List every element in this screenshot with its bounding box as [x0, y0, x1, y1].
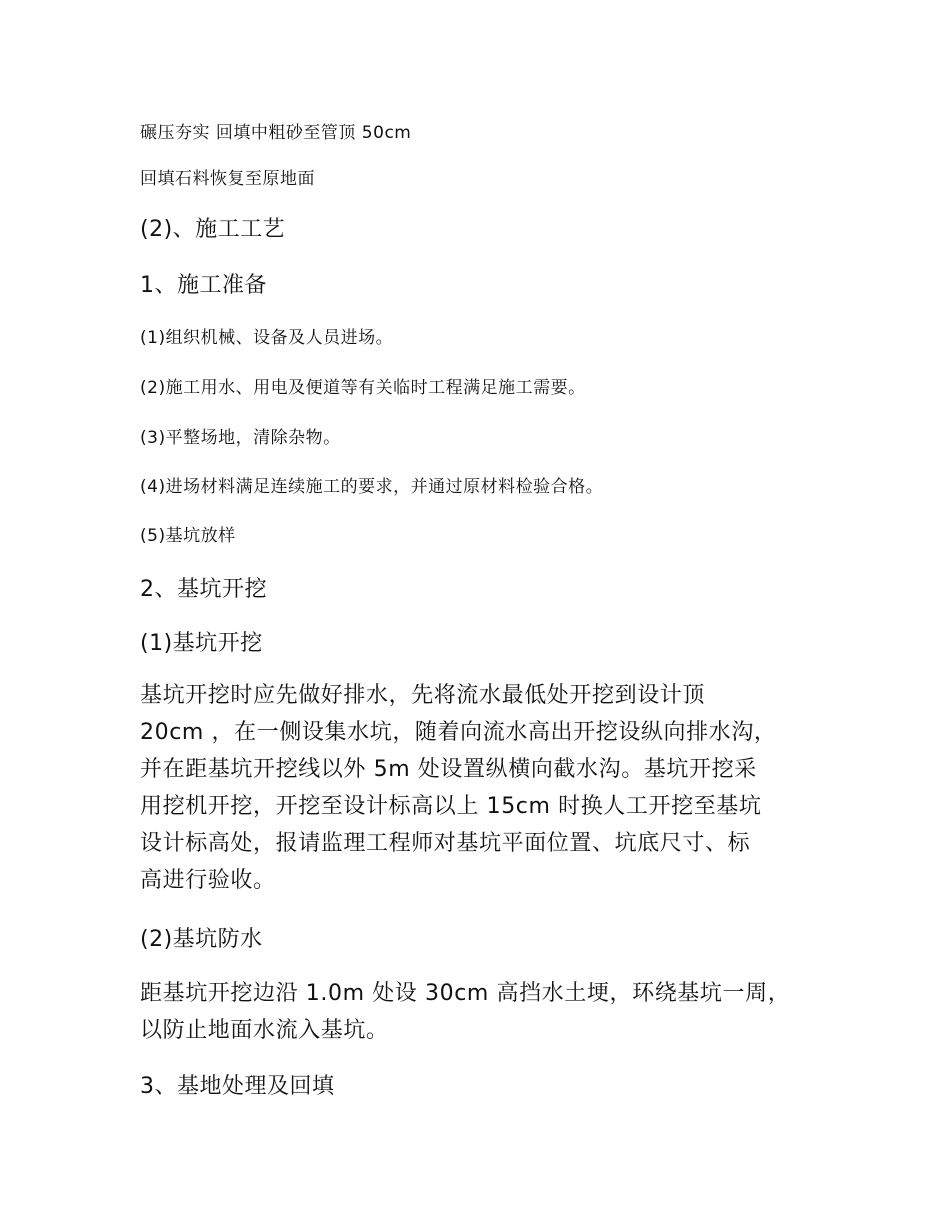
paragraph-line: 设计标高处，报请监理工程师对基坑平面位置、坑底尺寸、标 [140, 831, 751, 856]
list-item-4: (4)进场材料满足连续施工的要求，并通过原材料检验合格。 [140, 477, 604, 497]
subheading-foundation-excavation: 2、基坑开挖 [140, 577, 267, 602]
paragraph-line: 距基坑开挖边沿 1.0m 处设 30cm 高挡水土埂，环绕基坑一周， [140, 981, 791, 1006]
subheading-base-treatment-backfill: 3、基地处理及回填 [140, 1074, 335, 1099]
list-item-3: (3)平整场地，清除杂物。 [140, 428, 341, 448]
list-item-2: (2)施工用水、用电及便道等有关临时工程满足施工需要。 [140, 378, 586, 398]
paragraph-line: 高进行验收。 [140, 868, 276, 893]
paragraph-line: 20cm ，在一侧设集水坑，随着向流水高出开挖设纵向排水沟， [140, 720, 777, 745]
paragraph-excavation [140, 677, 830, 899]
list-item-5: (5)基坑放样 [140, 526, 236, 546]
section-heading-construction-process: (2)、施工工艺 [140, 217, 286, 242]
item-heading-waterproofing: (2)基坑防水 [140, 927, 263, 952]
paragraph-line: 基坑开挖时应先做好排水，先将流水最低处开挖到设计顶 [140, 683, 706, 708]
text-line-compaction: 碾压夯实 回填中粗砂至管顶 50cm [140, 123, 412, 143]
text-line-backfill-stone: 回填石料恢复至原地面 [140, 169, 315, 189]
paragraph-waterproofing [140, 975, 830, 1049]
paragraph-line: 并在距基坑开挖线以外 5m 处设置纵横向截水沟。基坑开挖采 [140, 757, 757, 782]
list-item-1: (1)组织机械、设备及人员进场。 [140, 328, 394, 348]
paragraph-line: 用挖机开挖，开挖至设计标高以上 15cm 时换人工开挖至基坑 [140, 794, 762, 819]
paragraph-line: 以防止地面水流入基坑。 [140, 1018, 389, 1043]
subheading-construction-preparation: 1、施工准备 [140, 273, 267, 298]
item-heading-excavation: (1)基坑开挖 [140, 631, 263, 656]
